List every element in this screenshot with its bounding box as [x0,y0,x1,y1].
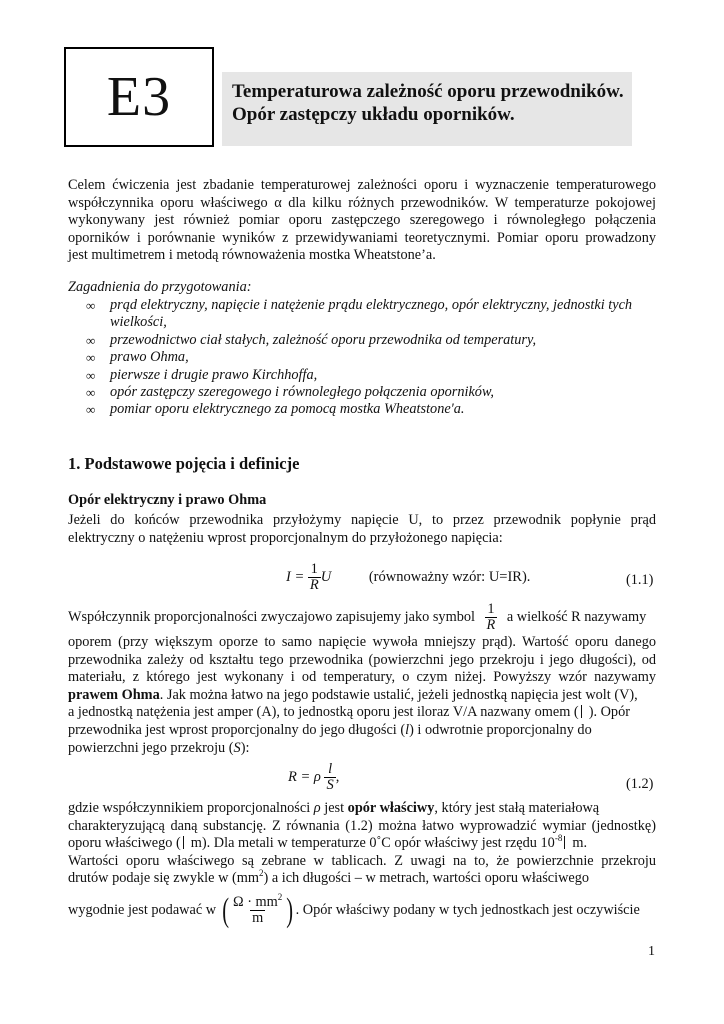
topics-heading: Zagadnienia do przygotowania: [68,279,252,295]
fraction: $\frac{1}{R}$ [309,561,319,593]
list-item: ∞ pierwsze i drugie prawo Kirchhoffa, [86,366,318,383]
topics-list [86,297,666,419]
list-item: ∞ prąd elektryczny, napięcie i natężenie prądu elektrycznego, opór elektryczny, jednostki tych [86,297,633,313]
infinity-bullet-icon: ∞ [86,402,96,418]
text-line: przewodnika jest wprost proporcjonalny do jego długości (l) i odwrotnie proporcjonalny do [68,721,592,738]
text-line: materiału, z którego jest wykonany i od temperatury, o czym niżej. Powyższy wzór nazywamy [68,669,656,686]
equation-number: (1.1) [626,572,654,588]
fraction: $\frac{l}{S}$ [326,761,334,793]
text-line: drutów podaje się zwykle w $(mm^2)$ a ich długości – w metrach, wartości oporu właściwego [68,868,590,887]
text-line: oporników i porównanie wyników z przewidywaniami teoretycznymi. Pomiar oporu prowadzony [68,229,656,246]
list-item: ∞ opór zastępczy szeregowego i równoległego połączenia oporników, [86,384,494,401]
resistivity-paragraph [68,800,656,930]
subsection-title: Opór elektryczny i prawo Ohma [68,492,267,508]
page-number: 1 [648,944,655,959]
list-item: ∞ przewodnictwo ciał stałych, zależność oporu przewodnika od temperatury, [86,331,537,348]
list-item: ∞ pomiar oporu elektrycznego za pomocą mostka Wheatstone'a. [86,401,465,418]
text-line: charakteryzującą daną substancję. Z równania (1.2) można łatwo wyprowadzić wymiar (jednostkę) [68,817,656,834]
title-banner [222,72,632,146]
list-item: ∞ prawo Ohma, [86,349,189,366]
text-line: a jednostką natężenia jest amper (A), to jednostką oporu jest iloraz V/A nazwany omem ( ). Opór [68,704,630,721]
ohm-symbol-icon [183,836,189,849]
section-title: 1. Podstawowe pojęcia i definicje [68,454,300,473]
text-line: wygodnie jest podawać w ( $\frac{\Omega \cdot mm^2}{m}$ ) . Opór właściwy podany w tych jednostkach jest oczywiście [68,891,640,929]
text-line: współczynnika oporu właściwego α dla kilku różnych przewodników. W temperaturze pokojowej [68,194,656,211]
list-item-continuation: wielkości, [110,314,167,331]
text-line: Wartości oporu właściwego są zebrane w tablicach. Z uwagi na to, że powierzchnie przekroju [68,852,656,869]
text-line: Jeżeli do końców przewodnika przyłożymy napięcie U, to przez przewodnik popłynie prąd [68,512,656,528]
text-line: gdzie współczynnikiem proporcjonalności ρ jest opór właściwy, który jest stałą materiałową [68,800,600,816]
unit-fraction: ( $\frac{\Omega \cdot mm^2}{m}$ ) [221,891,294,929]
fraction: $\frac{1}{R}$ [486,601,496,633]
text-line: Współczynnik proporcjonalności zwyczajowo zapisujemy jako symbol $\frac{1}{R}$ a wielkość R nazywamy [68,601,647,633]
ohm-paragraph-2 [68,602,656,757]
ohm-paragraph-1 [68,512,656,547]
equation-resistivity: R = ρ $\frac{l}{S}$ , [288,761,340,793]
equation-ohm: I = $\frac{1}{R}$ U (równoważny wzór: U=IR). [286,561,531,593]
text-line: Celem ćwiczenia jest zbadanie temperaturowej zależności oporu i wyznaczenie temperaturowego [68,177,656,193]
ohm-symbol-icon [581,705,587,718]
text-line: oporu właściwego ( m). Dla metali w temperaturze 0˚C opór właściwy jest rzędu $10^{-8}$ m. [68,833,588,852]
text-line: przewodnika zależy od kształtu tego przewodnika (powierzchni jego przekroju i jego długości), od [68,651,656,668]
infinity-bullet-icon: ∞ [86,385,96,401]
equation-number: (1.2) [626,776,654,792]
text-line: jest multimetrem i metodą równoważenia mostka Wheatstone’a. [68,247,436,264]
infinity-bullet-icon: ∞ [86,367,96,383]
infinity-bullet-icon: ∞ [86,332,96,348]
text-line: elektryczny o natężeniu wprost proporcjonalnym do przyłożonego napięcia: [68,529,503,546]
experiment-code: E3 [64,47,214,147]
ohm-symbol-icon [564,836,570,849]
title-line-1: Temperaturowa zależność oporu przewodników. [232,81,624,102]
text-line: oporem (przy większym oporze to samo napięcie wywoła mniejszy prąd). Wartość oporu danego [68,634,656,650]
text-line: powierzchni jego przekroju (S): [68,739,250,756]
title-line-2: Opór zastępczy układu oporników. [232,104,515,125]
text-line: wykonywany jest również pomiar oporu zastępczego szeregowego i równoległego połączenia [68,212,656,229]
text-line: prawem Ohma. Jak można łatwo na jego podstawie ustalić, jeżeli jednostką napięcia jest wolt (V), [68,686,638,703]
intro-paragraph [68,177,656,265]
infinity-bullet-icon: ∞ [86,298,96,313]
infinity-bullet-icon: ∞ [86,350,96,366]
